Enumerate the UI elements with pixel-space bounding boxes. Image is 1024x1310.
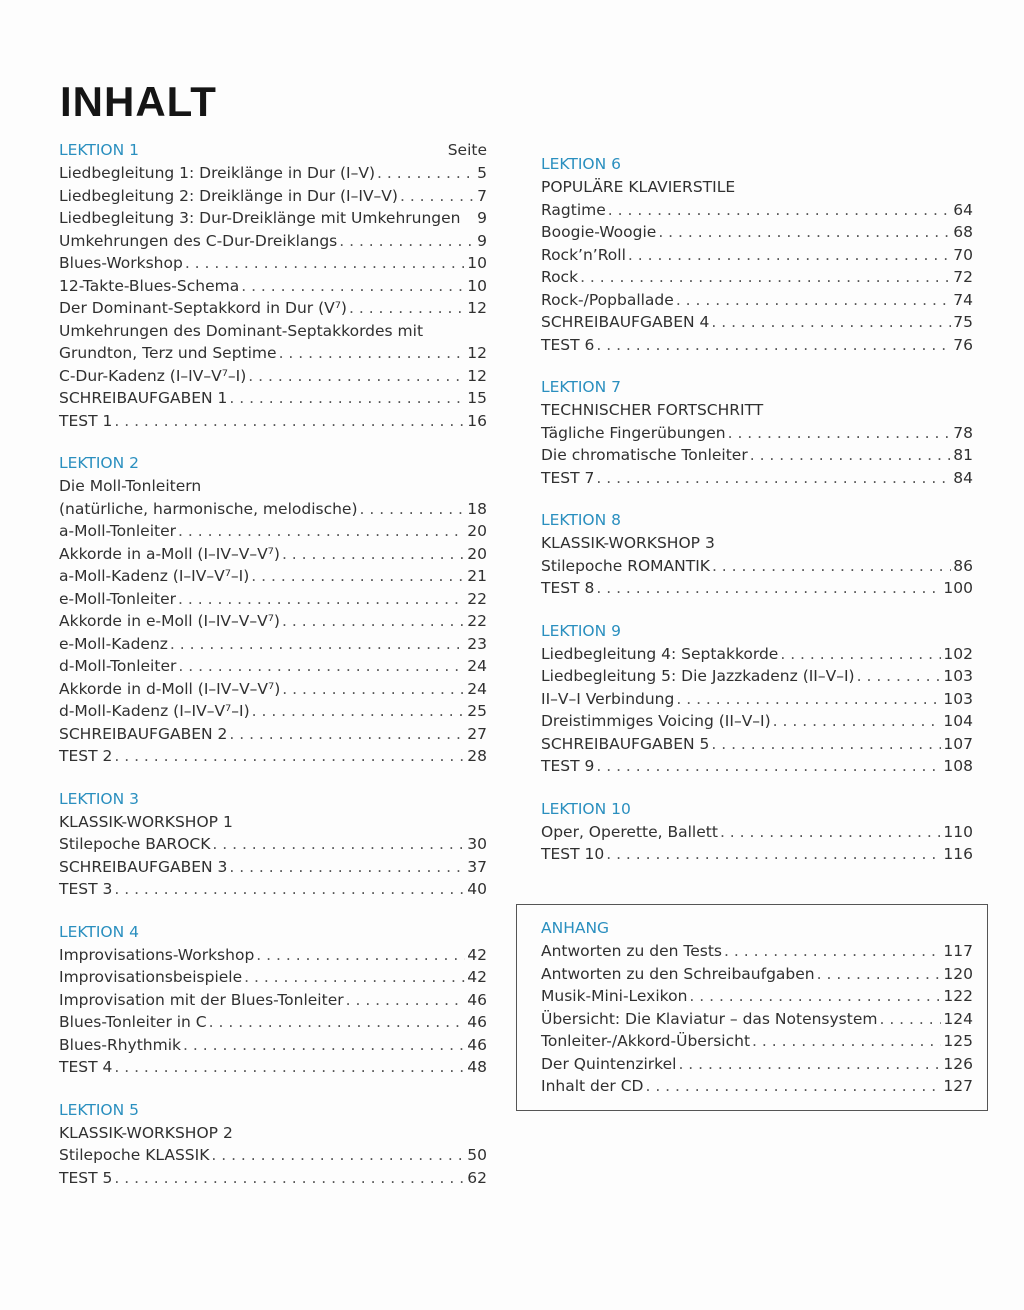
entry-title: TEST 1 <box>59 411 113 430</box>
dot-leader <box>183 1034 465 1057</box>
page-number: 23 <box>467 634 487 653</box>
page-number: 21 <box>467 567 487 585</box>
toc-entry <box>59 966 487 989</box>
entry-title: Improvisation mit der Blues-Tonleiter <box>59 990 344 1009</box>
section-heading <box>541 376 973 399</box>
section-heading <box>59 1099 487 1122</box>
section-title: LEKTION 1 <box>59 141 140 159</box>
dot-leader <box>689 985 941 1008</box>
dot-leader <box>606 843 941 866</box>
page-number: 72 <box>953 268 973 286</box>
page-number: 15 <box>467 389 487 407</box>
page-number: 126 <box>943 1054 973 1073</box>
toc-left-column <box>59 139 487 1209</box>
toc-entry <box>541 733 973 756</box>
toc-section <box>541 509 973 600</box>
page-number: 50 <box>467 1146 487 1164</box>
dot-leader <box>346 989 466 1012</box>
dot-leader <box>212 833 465 856</box>
toc-entry <box>59 565 487 588</box>
entry-title: Blues-Workshop <box>59 254 183 272</box>
dot-leader <box>251 565 465 588</box>
seite-label: Seite <box>447 141 487 159</box>
toc-entry <box>59 207 487 230</box>
page-number: 100 <box>943 579 973 597</box>
toc-entry <box>59 185 487 208</box>
section-heading <box>541 917 973 940</box>
entry-title: d-Moll-Tonleiter <box>59 657 177 675</box>
entry-title: Antworten zu den Schreibaufgaben <box>541 964 815 983</box>
dot-leader <box>780 643 941 666</box>
toc-entry <box>541 266 973 289</box>
toc-entry <box>541 1053 973 1076</box>
dot-leader <box>282 678 465 701</box>
dot-leader <box>248 365 465 388</box>
page-number: 10 <box>467 254 487 272</box>
page-number: 62 <box>467 1168 487 1187</box>
entry-title: Akkorde in e-Moll (I–IV–V–V⁷) <box>59 612 280 630</box>
entry-title: TEST 4 <box>59 1058 113 1076</box>
dot-leader <box>400 185 475 208</box>
dot-leader <box>178 655 465 678</box>
toc-section <box>59 921 487 1079</box>
page-number: 104 <box>943 712 973 730</box>
entry-title: Liedbegleitung 5: Die Jazzkadenz (II–V–I) <box>541 667 855 685</box>
toc-entry <box>59 989 487 1012</box>
section-heading <box>541 509 973 532</box>
toc-subheading: TECHNISCHER FORTSCHRITT <box>541 401 764 419</box>
dot-leader <box>608 199 951 222</box>
toc-entry <box>541 985 973 1008</box>
entry-title: a-Moll-Kadenz (I–IV–V⁷–I) <box>59 567 250 585</box>
dot-leader <box>114 1167 465 1190</box>
toc-entry <box>541 334 973 357</box>
toc-entry <box>541 710 973 733</box>
page-number: 9 <box>477 209 487 227</box>
toc-entry <box>59 944 487 967</box>
dot-leader <box>678 1053 941 1076</box>
dot-leader <box>676 688 941 711</box>
page-number: 70 <box>953 245 973 264</box>
toc-entry <box>541 555 973 578</box>
page-number: 24 <box>467 679 487 698</box>
entry-title: Musik-Mini-Lexikon <box>541 987 688 1005</box>
dot-leader <box>377 162 475 185</box>
toc-entry <box>541 244 973 267</box>
entry-title: Rock’n’Roll <box>541 245 626 264</box>
entry-title: SCHREIBAUFGABEN 5 <box>541 734 710 753</box>
page-number: 24 <box>467 657 487 675</box>
dot-leader <box>628 244 951 267</box>
page-number: 103 <box>943 689 973 708</box>
toc-subheading: KLASSIK-WORKSHOP 1 <box>59 812 233 831</box>
entry-title: Der Dominant-Septakkord in Dur (V⁷) <box>59 299 347 317</box>
entry-title: Stilepoche BAROCK <box>59 835 211 853</box>
dot-leader <box>241 275 465 298</box>
toc-entry <box>59 275 487 298</box>
toc-entry <box>541 755 973 778</box>
dot-leader <box>256 944 465 967</box>
page-number: 18 <box>467 499 487 518</box>
entry-title: Rock-/Popballade <box>541 290 674 309</box>
toc-entry <box>541 422 973 445</box>
dot-leader <box>658 221 951 244</box>
entry-title: 12-Takte-Blues-Schema <box>59 276 240 295</box>
entry-title: C-Dur-Kadenz (I–IV–V⁷–I) <box>59 366 247 385</box>
entry-title: Improvisations-Workshop <box>59 945 255 964</box>
entry-title: TEST 9 <box>541 757 595 775</box>
toc-entry <box>59 410 487 433</box>
section-title: LEKTION 3 <box>59 789 140 808</box>
page-number: 102 <box>943 644 973 663</box>
dot-leader <box>752 1030 941 1053</box>
entry-title: Stilepoche ROMANTIK <box>541 556 710 575</box>
entry-title: Die chromatische Tonleiter <box>541 446 748 464</box>
entry-title: Liedbegleitung 3: Dur-Dreiklänge mit Umkehrungen <box>59 209 461 227</box>
page-number: 12 <box>467 366 487 385</box>
section-title: LEKTION 2 <box>59 454 140 472</box>
dot-leader <box>596 755 941 778</box>
toc-entry <box>59 1144 487 1167</box>
page-number: 30 <box>467 835 487 853</box>
section-heading <box>59 788 487 811</box>
entry-title: Umkehrungen des C-Dur-Dreiklangs <box>59 231 338 250</box>
page-number: 22 <box>467 612 487 630</box>
dot-leader <box>712 555 951 578</box>
dot-leader <box>178 520 465 543</box>
entry-title: e-Moll-Tonleiter <box>59 589 177 608</box>
toc-entry <box>59 745 487 768</box>
toc-entry <box>541 665 973 688</box>
page-number: 64 <box>953 200 973 219</box>
toc-entry <box>541 963 973 986</box>
toc-entry <box>59 678 487 701</box>
section-heading <box>541 620 973 643</box>
entry-title: Stilepoche KLASSIK <box>59 1146 210 1164</box>
entry-title: Liedbegleitung 4: Septakkorde <box>541 644 779 663</box>
toc-entry <box>541 577 973 600</box>
toc-entry <box>541 1008 973 1031</box>
dot-leader <box>596 467 951 490</box>
toc-section <box>59 139 487 432</box>
dot-leader <box>724 940 941 963</box>
section-title: LEKTION 7 <box>541 378 622 396</box>
entry-title: TEST 6 <box>541 335 595 354</box>
anhang-list <box>541 917 973 1098</box>
toc-entry <box>59 856 487 879</box>
toc-section <box>541 917 973 1098</box>
dot-leader <box>114 745 465 768</box>
toc-section <box>59 788 487 901</box>
entry-title: Der Quintenzirkel <box>541 1054 677 1073</box>
page-number: 12 <box>467 344 487 362</box>
toc-section <box>541 376 973 489</box>
dot-leader <box>817 963 942 986</box>
page-number: 75 <box>953 313 973 331</box>
entry-title: Improvisationsbeispiele <box>59 968 243 986</box>
page-number: 107 <box>943 734 973 753</box>
toc-entry <box>541 221 973 244</box>
toc-entry <box>59 878 487 901</box>
entry-title: TEST 7 <box>541 468 595 487</box>
entry-title: Blues-Rhythmik <box>59 1035 182 1054</box>
section-title: LEKTION 10 <box>541 799 631 818</box>
dot-leader <box>178 588 465 611</box>
page-number: 84 <box>953 468 973 487</box>
section-heading <box>59 921 487 944</box>
toc-section <box>541 798 973 866</box>
entry-title: SCHREIBAUFGABEN 1 <box>59 389 228 407</box>
page-number: 122 <box>943 987 973 1005</box>
dot-leader <box>244 966 465 989</box>
page-number: 20 <box>467 544 487 563</box>
toc-entry <box>541 1030 973 1053</box>
section-title: LEKTION 5 <box>59 1100 140 1119</box>
entry-title: Grundton, Terz und Septime <box>59 344 277 362</box>
dot-leader <box>114 878 465 901</box>
toc-section <box>59 452 487 768</box>
dot-leader <box>857 665 942 688</box>
page-number: 28 <box>467 747 487 765</box>
page-number: 110 <box>943 822 973 841</box>
entry-title: Dreistimmiges Voicing (II–V–I) <box>541 712 771 730</box>
entry-title: II–V–I Verbindung <box>541 689 675 708</box>
toc-entry <box>541 821 973 844</box>
entry-title: TEST 8 <box>541 579 595 597</box>
toc-subheading: KLASSIK-WORKSHOP 2 <box>59 1123 233 1142</box>
entry-title: Oper, Operette, Ballett <box>541 822 718 841</box>
toc-entry <box>541 688 973 711</box>
page-number: 127 <box>943 1077 973 1095</box>
dot-leader <box>711 311 951 334</box>
toc-entry <box>59 520 487 543</box>
dot-leader <box>282 543 465 566</box>
entry-title: Akkorde in a-Moll (I–IV–V–V⁷) <box>59 544 280 563</box>
dot-leader <box>596 577 941 600</box>
toc-entry <box>541 843 973 866</box>
page-number: 120 <box>943 964 973 983</box>
dot-leader <box>711 733 941 756</box>
toc-entry <box>59 365 487 388</box>
page-number: 27 <box>467 724 487 743</box>
toc-section <box>59 1099 487 1190</box>
page-number: 108 <box>943 757 973 775</box>
entry-title: Akkorde in d-Moll (I–IV–V–V⁷) <box>59 679 281 698</box>
toc-entry <box>59 833 487 856</box>
dot-leader <box>580 266 951 289</box>
page-number: 20 <box>467 522 487 540</box>
section-title: LEKTION 6 <box>541 155 622 173</box>
page-number: 10 <box>467 276 487 295</box>
entry-title: TEST 3 <box>59 880 113 898</box>
dot-leader <box>279 342 466 365</box>
toc-entry <box>59 230 487 253</box>
toc-entry <box>541 467 973 490</box>
entry-title: Tonleiter-/Akkord-Übersicht <box>541 1032 751 1050</box>
section-heading <box>59 139 487 162</box>
toc-subheading: Die Moll-Tonleitern <box>59 477 202 495</box>
section-heading <box>541 798 973 821</box>
dot-leader <box>349 297 465 320</box>
toc-entry <box>59 1167 487 1190</box>
dot-leader <box>728 422 952 445</box>
dot-leader <box>773 710 942 733</box>
page-number: 117 <box>943 942 973 960</box>
entry-title: Ragtime <box>541 200 606 219</box>
page-number: 12 <box>467 299 487 317</box>
page-number: 42 <box>467 945 487 964</box>
entry-title: a-Moll-Tonleiter <box>59 522 177 540</box>
section-title: LEKTION 8 <box>541 511 622 529</box>
toc-subheading: Umkehrungen des Dominant-Septakkordes mit <box>59 321 424 340</box>
dot-leader <box>170 633 465 656</box>
toc-entry <box>59 633 487 656</box>
entry-title: Liedbegleitung 1: Dreiklänge in Dur (I–V) <box>59 164 376 182</box>
page-number: 124 <box>943 1009 973 1028</box>
toc-entry <box>59 297 487 320</box>
dot-leader <box>209 1011 466 1034</box>
entry-title: Antworten zu den Tests <box>541 942 723 960</box>
page-number: 9 <box>477 231 487 250</box>
entry-title: TEST 10 <box>541 845 605 863</box>
entry-title: Inhalt der CD <box>541 1077 644 1095</box>
dot-leader <box>645 1075 941 1098</box>
page-number: 74 <box>953 290 973 309</box>
toc-entry <box>59 610 487 633</box>
page-number: 116 <box>943 845 973 863</box>
toc-entry <box>59 1011 487 1034</box>
entry-title: Blues-Tonleiter in C <box>59 1013 207 1031</box>
page-number: 46 <box>467 990 487 1009</box>
dot-leader <box>229 856 465 879</box>
page-number: 78 <box>953 423 973 442</box>
dot-leader <box>879 1008 941 1031</box>
toc-entry <box>59 588 487 611</box>
toc-entry <box>59 498 487 521</box>
dot-leader <box>252 700 466 723</box>
section-heading <box>59 452 487 475</box>
toc-entry <box>59 342 487 365</box>
page-number: 5 <box>477 164 487 182</box>
dot-leader <box>114 1056 465 1079</box>
page-number: 103 <box>943 667 973 685</box>
toc-entry <box>59 700 487 723</box>
page-number: 40 <box>467 880 487 898</box>
section-title: ANHANG <box>541 919 610 937</box>
dot-leader <box>211 1144 465 1167</box>
page-number: 16 <box>467 411 487 430</box>
toc-entry <box>541 311 973 334</box>
toc-entry <box>59 723 487 746</box>
toc-entry <box>541 444 973 467</box>
toc-entry <box>59 1056 487 1079</box>
dot-leader <box>360 498 466 521</box>
toc-section <box>541 153 973 356</box>
dot-leader <box>720 821 941 844</box>
dot-leader <box>229 387 465 410</box>
page-number: 81 <box>953 446 973 464</box>
anhang-box <box>516 904 988 1111</box>
toc-entry <box>541 199 973 222</box>
page-number: 37 <box>467 857 487 876</box>
toc-entry <box>59 252 487 275</box>
toc-entry <box>59 162 487 185</box>
page-number: 125 <box>943 1032 973 1050</box>
page-number: 68 <box>953 223 973 241</box>
page-number: 25 <box>467 702 487 720</box>
entry-title: SCHREIBAUFGABEN 3 <box>59 857 228 876</box>
entry-title: SCHREIBAUFGABEN 2 <box>59 724 228 743</box>
entry-title: Boogie-Woogie <box>541 223 657 241</box>
entry-title: TEST 5 <box>59 1168 113 1187</box>
entry-title: d-Moll-Kadenz (I–IV–V⁷–I) <box>59 702 250 720</box>
page-number: 22 <box>467 589 487 608</box>
section-title: LEKTION 9 <box>541 621 622 640</box>
toc-subheading: POPULÄRE KLAVIERSTILE <box>541 178 736 196</box>
page-number: 76 <box>953 335 973 354</box>
page-number: 7 <box>477 186 487 205</box>
entry-title: SCHREIBAUFGABEN 4 <box>541 313 710 331</box>
toc-subheading: KLASSIK-WORKSHOP 3 <box>541 534 715 552</box>
toc-entry <box>541 940 973 963</box>
entry-title: (natürliche, harmonische, melodische) <box>59 499 358 518</box>
dot-leader <box>596 334 951 357</box>
page-title: INHALT <box>60 78 217 125</box>
toc-entry <box>541 643 973 666</box>
toc-section <box>541 620 973 778</box>
section-title: LEKTION 4 <box>59 922 140 941</box>
dot-leader <box>114 410 465 433</box>
dot-leader <box>676 289 951 312</box>
page-number: 46 <box>467 1013 487 1031</box>
dot-leader <box>229 723 465 746</box>
toc-right-column <box>541 153 973 886</box>
entry-title: Liedbegleitung 2: Dreiklänge in Dur (I–IV–V) <box>59 186 398 205</box>
toc-entry <box>59 1034 487 1057</box>
page-number: 46 <box>467 1035 487 1054</box>
toc-entry <box>541 1075 973 1098</box>
page-number: 42 <box>467 968 487 986</box>
toc-entry <box>59 543 487 566</box>
toc-entry <box>59 655 487 678</box>
dot-leader <box>339 230 475 253</box>
dot-leader <box>185 252 465 275</box>
entry-title: Übersicht: Die Klaviatur – das Notensystem <box>541 1009 878 1028</box>
entry-title: e-Moll-Kadenz <box>59 634 168 653</box>
toc-entry <box>541 289 973 312</box>
entry-title: TEST 2 <box>59 747 113 765</box>
dot-leader <box>282 610 465 633</box>
entry-title: Rock <box>541 268 579 286</box>
dot-leader <box>750 444 952 467</box>
page-number: 48 <box>467 1058 487 1076</box>
page-number: 86 <box>953 556 973 575</box>
toc-entry <box>59 387 487 410</box>
entry-title: Tägliche Fingerübungen <box>541 423 726 442</box>
section-heading <box>541 153 973 176</box>
